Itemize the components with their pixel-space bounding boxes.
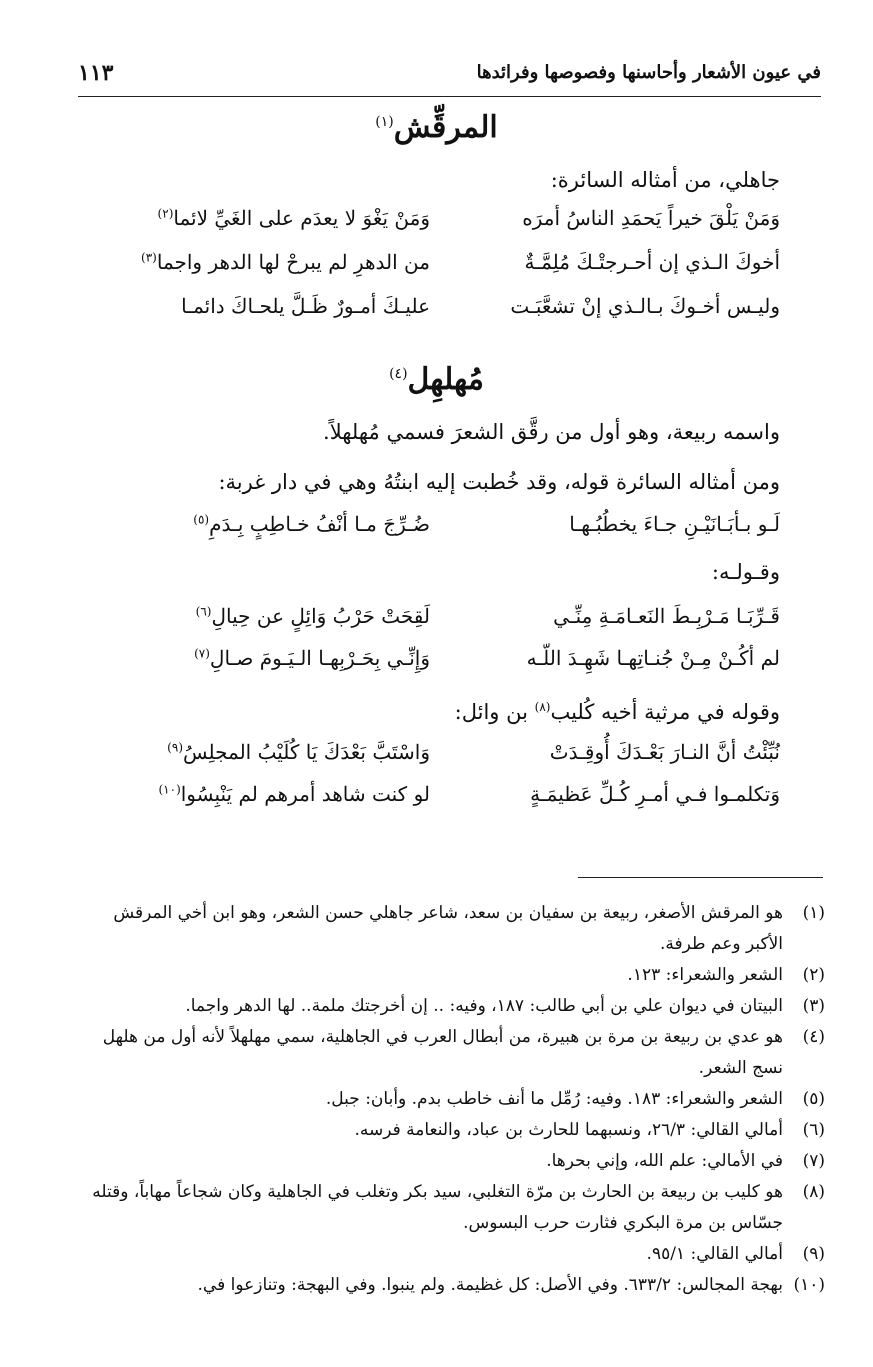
running-title: في عيون الأشعار وأحاسنها وفصوصها وفرائدها <box>476 62 821 83</box>
footnote-marker: (٣) <box>141 250 157 265</box>
hemistich-second: ضُـرِّجَ مـا أنْفُ خـاطِبٍ بِـدَمِ$^{(٥)}$ <box>193 512 430 536</box>
intro-line: جاهلي، من أمثاله السائرة: <box>550 168 780 192</box>
verse-line <box>128 294 780 328</box>
footnote: (٩) أمالي القالي: ٩٥/١. <box>646 1244 825 1264</box>
footnote-divider <box>578 877 823 878</box>
hemistich-second: وَإِنِّـي بِحَـرْبِهـا الـيَـومَ صـالِ$^{(٧)}$ <box>194 646 430 670</box>
footnote: (٥) الشعر والشعراء: ١٨٣. وفيه: رُمِّل ما أنف خاطب بدم. وأبان: جبل. <box>325 1089 825 1109</box>
verse-line <box>128 604 780 638</box>
verse-line <box>128 250 780 284</box>
intro-line: وقـولـه: <box>711 560 780 584</box>
intro-line: وقوله في مرثية أخيه كُليب$^{(٨)}$ بن وائل: <box>454 700 780 724</box>
footnote-marker: (٤) <box>389 366 408 382</box>
hemistich-first: لم أكُـنْ مِـنْ جُنـاتِهـا شَهِـدَ اللّـه <box>526 646 780 670</box>
hemistich-first: قَـرِّبَـا مَـرْبِـطَ النَعـامَـةِ مِنِّـي <box>553 604 780 628</box>
poet-heading-muhalhil <box>0 362 873 397</box>
poet-heading-muraqqish <box>0 110 873 145</box>
hemistich-first: وَمَنْ يَلْقَ خيراً يَحمَدِ الناسُ أمرَه <box>522 206 780 230</box>
footnotes <box>75 898 825 1301</box>
footnote: (٧) في الأمالي: علم الله، وإني بحرها. <box>546 1151 825 1171</box>
footnote-marker: (٨) <box>534 700 551 714</box>
page-number: ١١٣ <box>78 60 114 86</box>
intro-line: ومن أمثاله السائرة قوله، وقد خُطبت إليه ابنتُهُ وهي في دار غربة: <box>218 470 780 494</box>
verse-line <box>128 782 780 816</box>
footnote-marker: (٩) <box>167 740 183 755</box>
footnote: (٦) أمالي القالي: ٢٦/٣، ونسبهما للحارث بن عباد، والنعامة فرسه. <box>354 1120 825 1140</box>
verse-line <box>128 206 780 240</box>
footnote: (١) هو المرقش الأصغر، ربيعة بن سفيان بن سعد، شاعر جاهلي حسن الشعر، وهو ابن أخي المرقش الأكبر وعم طرفة. <box>113 903 825 954</box>
hemistich-second: وَاسْتَبَّ بَعْدَكَ يَا كُلَيْبُ المجلِسُ$^{(٩)}$ <box>167 740 430 764</box>
footnote-marker: (٢) <box>157 206 174 221</box>
verse-line <box>128 740 780 774</box>
footnote-marker: (١٠) <box>158 782 181 797</box>
hemistich-first: لَـو بـأبَـانَيْـنِ جـاءَ يخطُبُـهـا <box>569 512 780 536</box>
verse-line <box>128 512 780 546</box>
hemistich-second: لَقِحَتْ حَرْبُ وَائِلٍ عن حِيالِ$^{(٦)}$ <box>195 604 430 628</box>
page-header <box>78 58 821 97</box>
hemistich-second: لو كنت شاهد أمرهم لم يَنْبِسُوا$^{(١٠)}$ <box>158 782 430 806</box>
footnote: (٢) الشعر والشعراء: ١٢٣. <box>627 965 825 985</box>
poet-name: المرقِّش <box>393 110 498 145</box>
footnote-marker: (٧) <box>194 646 210 661</box>
hemistich-first: أخوكَ الـذي إن أحـرجتْـكَ مُلِمَّـةٌ <box>524 250 780 274</box>
footnote: (٨) هو كليب بن ربيعة بن الحارث بن مرّة التغلبي، سيد بكر وتغلب في الجاهلية وكان شجاعاً مهاباً، وقتله جسّاس بن مرة البكري فثارت حرب البسوس. <box>92 1182 825 1233</box>
footnote-marker: (٥) <box>193 512 210 527</box>
footnote-marker: (٦) <box>195 604 212 619</box>
intro-line: واسمه ربيعة، وهو أول من رقَّق الشعرَ فسمي مُهلهلاً. <box>323 420 780 444</box>
verse-line <box>128 646 780 680</box>
poet-name: مُهلهِل <box>407 362 484 397</box>
footnote: (١٠) بهجة المجالس: ٦٣٣/٢. وفي الأصل: كل غظيمة. ولم ينبوا. وفي البهجة: وتنازعوا في. <box>197 1275 825 1295</box>
hemistich-second: عليـكَ أمـورٌ ظَـلَّ يلحـاكَ دائمـا <box>181 294 430 318</box>
hemistich-first: وليـس أخـوكَ بـالـذي إنْ تشعَّبَـت <box>510 294 780 318</box>
hemistich-second: من الدهرِ لم يبرحْ لها الدهر واجما$^{(٣)}$ <box>141 250 430 274</box>
hemistich-first: نُبِّئْتُ أنَّ النـارَ بَعْـدَكَ أُوقِـدَتْ <box>549 740 780 764</box>
footnote: (٣) البيتان في ديوان علي بن أبي طالب: ١٨٧، وفيه: .. إن أخرجتك ملمة.. لها الدهر واجما. <box>185 996 825 1016</box>
footnote: (٤) هو عدي بن ربيعة بن مرة بن هبيرة، من أبطال العرب في الجاهلية، سمي مهلهلاً لأنه أول من هلهل نسج الشعر. <box>102 1027 825 1078</box>
footnote-marker: (١) <box>375 114 394 130</box>
hemistich-first: وَتكلمـوا فـي أمـرِ كُـلِّ عَظيمَـةٍ <box>530 782 780 806</box>
hemistich-second: وَمَنْ يَغْوَ لا يعدَم على الغَيِّ لائما$^{(٢)}$ <box>157 206 430 230</box>
